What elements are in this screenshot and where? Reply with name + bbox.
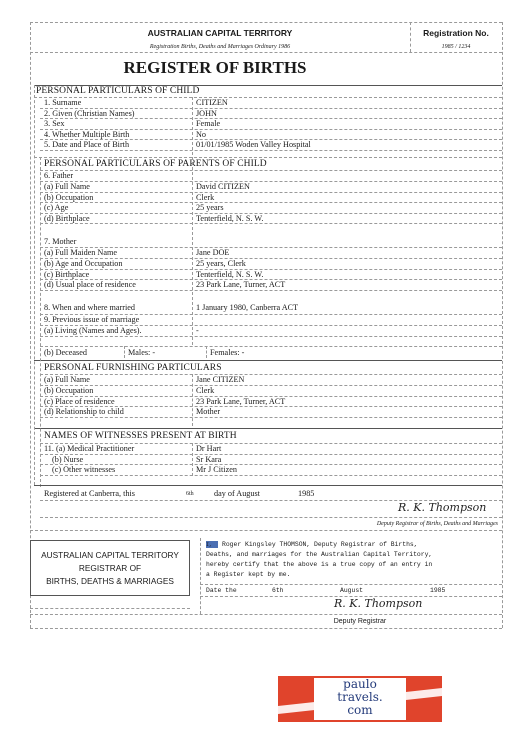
registrar-signature: R. K. Thompson	[398, 501, 487, 514]
row-value: Dr Hart	[196, 444, 222, 453]
row-rule	[40, 417, 502, 418]
row-value: Tenterfield, N. S. W.	[196, 213, 264, 223]
frame-right	[502, 22, 503, 628]
rule	[206, 346, 207, 358]
row-label: 11. (a) Medical Practitioner	[44, 444, 135, 453]
rule	[40, 374, 502, 375]
rule	[30, 628, 502, 629]
row-value: Mother	[196, 407, 221, 417]
cert-date-label: Date the	[206, 587, 237, 594]
rule	[192, 443, 193, 476]
cert-text-3: hereby certify that the above is a true copy of an entry in	[206, 561, 433, 568]
row-label: (b) Nurse	[52, 454, 84, 464]
parents-section-title: PERSONAL PARTICULARS OF PARENTS OF CHILD	[44, 159, 267, 169]
row-rule	[40, 269, 502, 270]
row-value: Tenterfield, N. S. W.	[196, 269, 264, 279]
row-value: David CITIZEN	[196, 182, 250, 191]
cert-date-month: August	[340, 587, 364, 594]
row-label: 2. Given (Christian Names)	[44, 108, 135, 118]
informant-section-title: PERSONAL FURNISHING PARTICULARS	[44, 363, 222, 373]
registration-number: 1985 / 1234	[441, 44, 471, 50]
ordinance-line: Registration Births, Deaths and Marriages Ordinary 1986	[149, 44, 291, 50]
deputy-registrar-label: Deputy Registrar	[333, 618, 387, 625]
living-value: -	[196, 326, 199, 335]
row-rule	[40, 118, 502, 119]
logo-text-1: paulo	[343, 677, 377, 691]
cert-line-2: REGISTRAR OF	[78, 563, 142, 573]
father-heading: 6. Father	[44, 171, 74, 180]
cert-date-day: 6th	[272, 587, 284, 594]
registration-label: Registration No.	[423, 28, 489, 38]
rule	[200, 538, 201, 614]
row-rule	[40, 213, 502, 214]
females-label: Females: -	[210, 348, 245, 357]
row-value: Mr J Citizen	[196, 465, 237, 475]
registered-at-label: Registered at Canberra, this	[44, 489, 135, 498]
page-title: REGISTER OF BIRTHS	[123, 58, 307, 77]
row-value: Clerk	[196, 385, 215, 395]
rule	[200, 584, 502, 585]
rule	[40, 336, 502, 337]
married-label: 8. When and where married	[44, 303, 136, 312]
rule	[34, 85, 35, 485]
row-label: (b) Occupation	[44, 385, 94, 395]
rule	[40, 181, 502, 182]
row-value: Clerk	[196, 192, 215, 202]
rule	[30, 608, 190, 609]
registered-day-of: day of August	[214, 489, 260, 498]
row-label: 5. Date and Place of Birth	[44, 140, 130, 150]
row-value: Jane CITIZEN	[196, 375, 245, 384]
married-value: 1 January 1980, Canberra ACT	[196, 303, 299, 312]
rule	[40, 346, 502, 347]
row-rule	[40, 385, 502, 386]
deputy-registrar-title: Deputy Registrar of Births, Deaths and Marriages	[376, 521, 498, 527]
rule	[34, 428, 502, 429]
row-label: (b) Age and Occupation	[44, 258, 123, 268]
row-label: (c) Age	[44, 203, 69, 212]
registered-day: 6th	[186, 491, 194, 497]
row-label: (c) Place of residence	[44, 396, 115, 406]
header-divider	[30, 52, 502, 53]
mother-heading: 7. Mother	[44, 237, 77, 246]
rule	[30, 614, 502, 615]
row-label: (c) Birthplace	[44, 269, 90, 279]
cert-signature: R. K. Thompson	[334, 597, 423, 610]
cert-name-prefix: I,	[206, 542, 213, 548]
row-label: (c) Other witnesses	[52, 465, 116, 475]
row-value: Female	[196, 119, 221, 129]
rule	[34, 157, 502, 158]
living-label: (a) Living (Names and Ages).	[44, 326, 142, 335]
rule	[34, 485, 502, 486]
row-rule	[40, 223, 502, 224]
row-value: 01/01/1985 Woden Valley Hospital	[196, 140, 311, 150]
row-rule	[40, 150, 502, 151]
rule	[30, 530, 502, 531]
row-rule	[40, 202, 502, 203]
rule	[40, 517, 502, 518]
rule	[40, 170, 502, 171]
row-label: 3. Sex	[44, 119, 65, 129]
rule	[40, 157, 41, 487]
rule	[124, 346, 125, 358]
row-label: (a) Full Maiden Name	[44, 248, 117, 257]
row-label: (d) Usual place of residence	[44, 280, 136, 290]
cert-text-1: Roger Kingsley THOMSON, Deputy Registrar of Births,	[222, 541, 418, 548]
logo-text-2: travels.	[337, 690, 383, 704]
row-label: (b) Occupation	[44, 192, 94, 202]
row-label: (d) Birthplace	[44, 213, 90, 223]
row-label: 4. Whether Multiple Birth	[44, 129, 130, 139]
witnesses-section-title: NAMES OF WITNESSES PRESENT AT BIRTH	[44, 431, 237, 441]
row-rule	[40, 290, 502, 291]
row-value: CITIZEN	[196, 98, 228, 107]
previous-issue-label: 9. Previous issue of marriage	[44, 315, 140, 324]
row-value: 25 years	[196, 203, 224, 212]
cert-text-2: Deaths, and marriages for the Australian Capital Territory,	[206, 551, 433, 558]
value-column-divider	[192, 97, 193, 345]
rule	[34, 97, 502, 98]
rule	[192, 374, 193, 426]
logo-text-3: com	[347, 703, 373, 717]
territory-heading: AUSTRALIAN CAPITAL TERRITORY	[147, 28, 293, 38]
row-rule	[40, 475, 502, 476]
cert-text-4: a Register kept by me.	[206, 571, 291, 578]
row-label: 1. Surname	[44, 98, 82, 107]
row-value: Sr Kara	[196, 454, 222, 464]
males-label: Males: -	[128, 348, 156, 357]
cert-line-1: AUSTRALIAN CAPITAL TERRITORY	[41, 550, 179, 560]
row-rule	[40, 192, 502, 193]
deceased-label: (b) Deceased	[44, 348, 87, 357]
rule	[34, 360, 502, 361]
row-value: No	[196, 129, 207, 139]
frame-left	[30, 22, 31, 628]
row-value: JOHN	[196, 108, 217, 118]
row-label: (a) Full Name	[44, 182, 90, 191]
row-value: 23 Park Lane, Turner, ACT	[196, 396, 286, 406]
cert-line-3: BIRTHS, DEATHS & MARRIAGES	[46, 576, 174, 586]
frame-top	[30, 22, 502, 23]
row-value: 25 years, Clerk	[196, 258, 246, 268]
registered-year: 1985	[298, 489, 315, 498]
child-section-title: PERSONAL PARTICULARS OF CHILD	[36, 86, 200, 96]
paulo-travels-logo	[278, 676, 442, 722]
row-rule	[40, 454, 502, 455]
row-label: (d) Relationship to child	[44, 407, 124, 417]
row-value: 23 Park Lane, Turner, ACT	[196, 280, 286, 290]
row-value: Jane DOE	[196, 248, 230, 257]
row-label: (a) Full Name	[44, 375, 90, 384]
cert-date-year: 1985	[430, 587, 446, 594]
